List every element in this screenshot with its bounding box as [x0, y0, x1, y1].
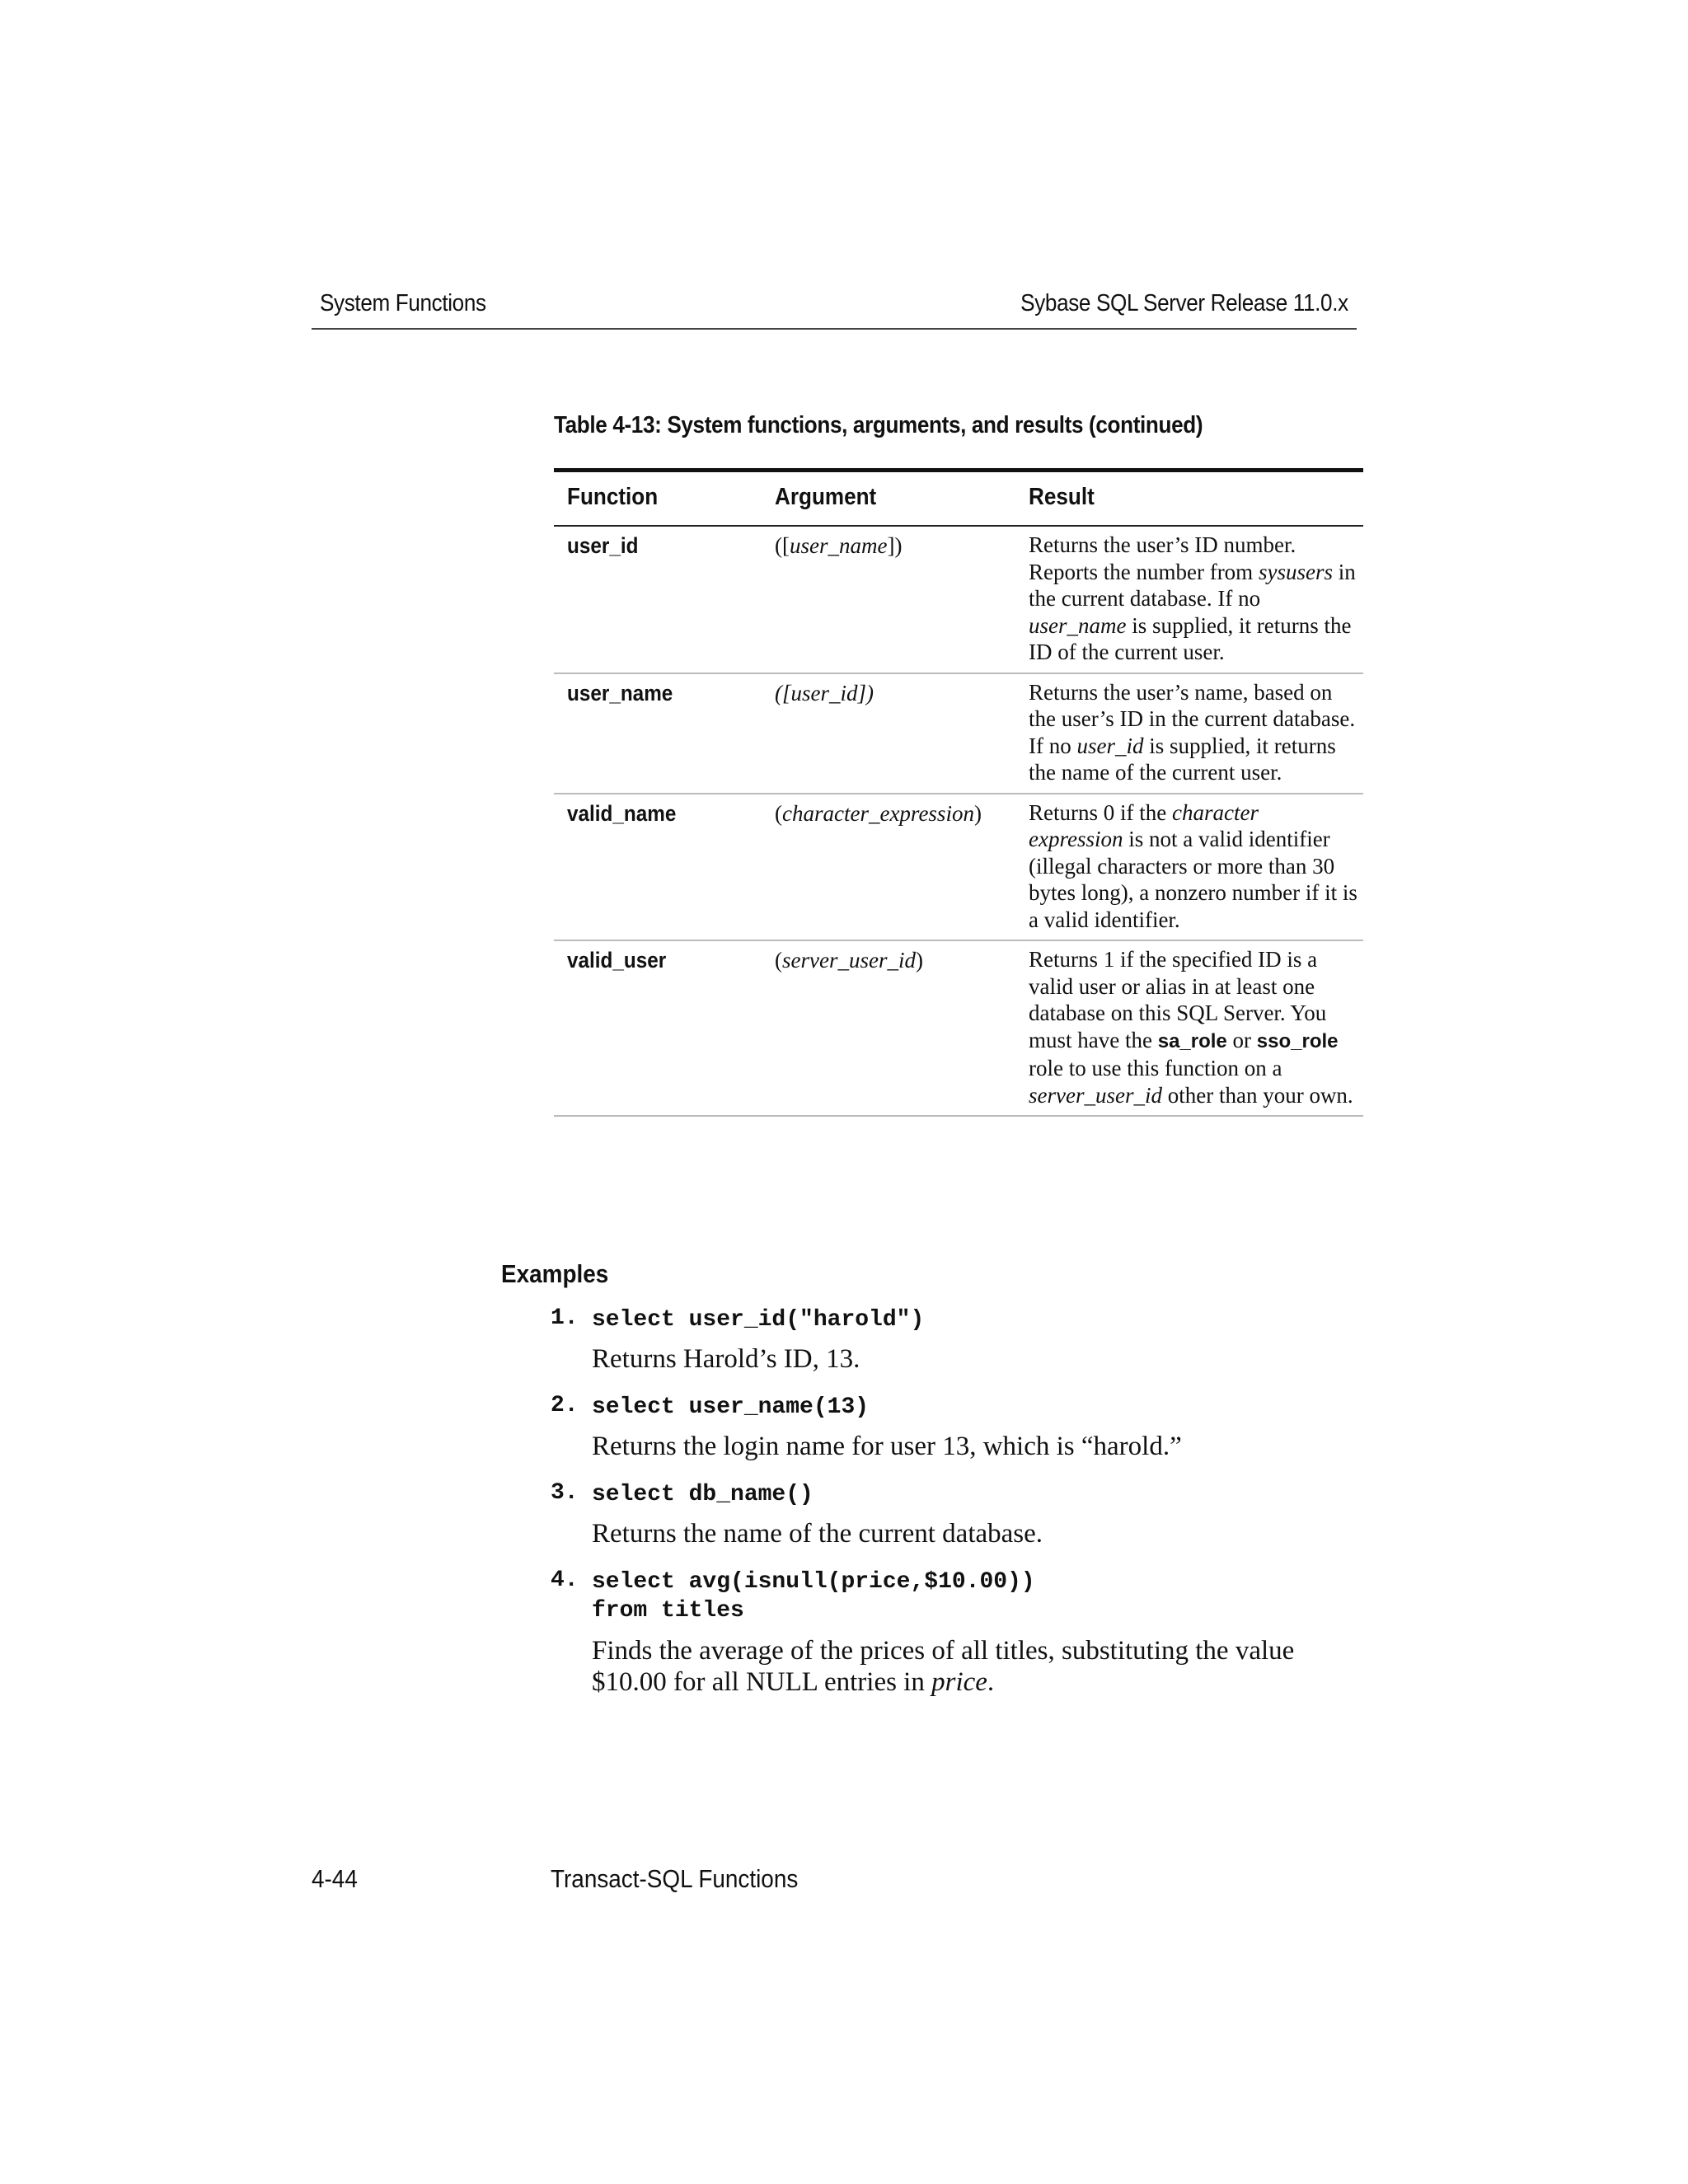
example-description: [592, 1431, 1367, 1462]
function-result: [1029, 527, 1358, 673]
text-run: character expression: [1029, 799, 1259, 851]
text-run: is supplied, it returns the name of the current user.: [1029, 733, 1336, 785]
example-number: 3.: [551, 1480, 579, 1506]
table-row: [554, 941, 1363, 1117]
text-run: or: [1226, 1027, 1257, 1052]
column-header-function: Function: [567, 484, 659, 510]
function-argument: (server_user_id): [775, 948, 923, 972]
example-description: [592, 1343, 1367, 1375]
function-argument: (character_expression): [775, 800, 982, 826]
text-run: server_user_id: [1029, 1082, 1162, 1108]
text-run: Returns 1 if the specified ID is a valid user or alias in at least one database on this SQL Server. You must have the: [1029, 947, 1327, 1052]
product-release: Sybase SQL Server Release 11.0.x: [1020, 290, 1348, 316]
text-run: in the current database. If no: [1029, 559, 1356, 611]
examples-heading: Examples: [501, 1259, 609, 1288]
column-header-result: Result: [1029, 484, 1095, 510]
text-run: other than your own.: [1161, 1082, 1353, 1108]
example-code: select user_id("harold"): [592, 1307, 925, 1333]
text-run: role to use this function on a: [1029, 1056, 1282, 1080]
function-name: valid_user: [567, 948, 667, 972]
example-number: 1.: [551, 1305, 579, 1331]
text-run: price: [931, 1667, 987, 1697]
text-run: Returns the name of the current database.: [592, 1519, 1043, 1549]
function-argument: ([user_id]): [775, 680, 874, 705]
example-number: 4.: [551, 1568, 579, 1593]
running-header: [312, 290, 1357, 330]
text-run: is not a valid identifier (illegal characters or more than 30 bytes long), a nonzero number if it is a valid identifier.: [1029, 827, 1357, 932]
text-run: Returns the user’s name, based on the user’s ID in the current database. If no: [1029, 679, 1356, 758]
text-run: user_name: [1029, 612, 1127, 638]
text-run: Returns the login name for user 13, which is “harold.”: [592, 1432, 1182, 1461]
text-run: Finds the average of the prices of all titles, substituting the value $10.00 for all NULL entries in: [592, 1636, 1295, 1697]
example-code: select avg(isnull(price,$10.00)) from titles: [592, 1569, 1035, 1624]
text-run: sysusers: [1258, 559, 1333, 584]
text-run: Returns the user’s ID number. Reports the number from: [1029, 532, 1296, 584]
table-row: [554, 674, 1363, 794]
text-run: sso_role: [1256, 1029, 1339, 1052]
function-result: [1029, 941, 1358, 1115]
example-code: select db_name(): [592, 1482, 814, 1507]
page-number: 4-44: [312, 1864, 358, 1893]
text-run: Returns Harold’s ID, 13.: [592, 1344, 860, 1374]
example-description: [592, 1635, 1367, 1698]
example-description: [592, 1518, 1367, 1549]
table-caption: Table 4-13: System functions, arguments, and results (continued): [554, 412, 1203, 438]
example-number: 2.: [551, 1393, 579, 1418]
table-row: [554, 794, 1363, 942]
function-result: [1029, 674, 1358, 793]
example-code: select user_name(13): [592, 1394, 870, 1420]
function-name: user_id: [567, 533, 639, 558]
section-title: System Functions: [320, 290, 486, 316]
function-name: valid_name: [567, 800, 677, 826]
function-result: [1029, 794, 1358, 940]
text-run: is supplied, it returns the ID of the current user.: [1029, 612, 1352, 664]
column-header-argument: Argument: [775, 484, 877, 510]
text-run: Returns 0 if the: [1029, 799, 1172, 825]
text-run: user_id: [1076, 733, 1144, 758]
text-run: sa_role: [1157, 1029, 1227, 1052]
table-row: [554, 527, 1363, 674]
table-header-row: [554, 472, 1363, 527]
chapter-title: Transact-SQL Functions: [551, 1864, 799, 1893]
function-argument: ([user_name]): [775, 533, 903, 558]
function-name: user_name: [567, 680, 673, 705]
functions-table: [554, 468, 1363, 1117]
text-run: .: [987, 1667, 995, 1697]
